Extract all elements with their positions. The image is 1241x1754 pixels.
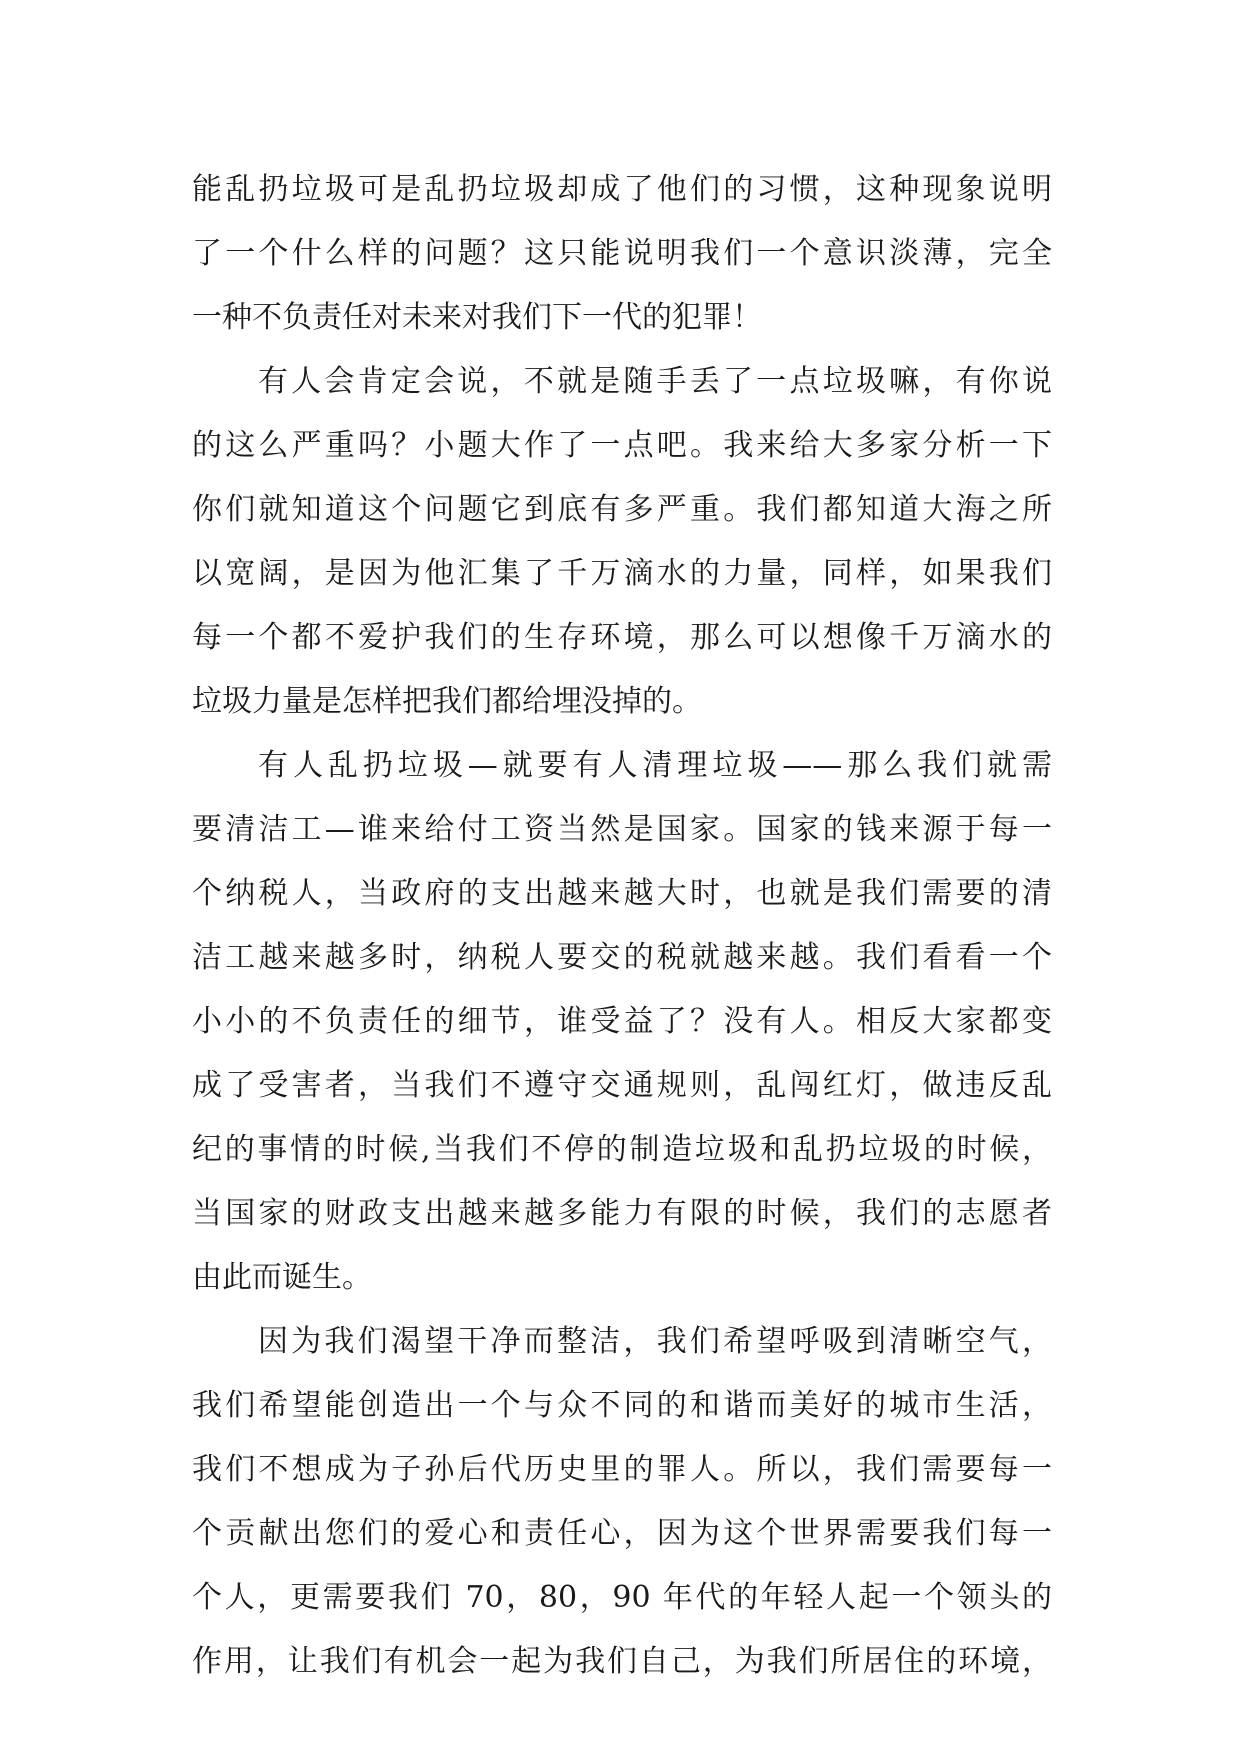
paragraph xyxy=(192,350,1052,734)
text-line: 要清洁工—谁来给付工资当然是国家。国家的钱来源于每一 xyxy=(192,812,1052,847)
text-line: 个纳税人，当政府的支出越来越大时，也就是我们需要的清 xyxy=(192,876,1052,911)
text-line: 我们希望能创造出一个与众不同的和谐而美好的城市生活， xyxy=(192,1388,1052,1423)
text-line: 有人乱扔垃圾—就要有人清理垃圾——那么我们就需 xyxy=(258,748,1052,783)
text-line: 纪的事情的时候,当我们不停的制造垃圾和乱扔垃圾的时候， xyxy=(192,1132,1052,1167)
text-line: 每一个都不爱护我们的生存环境，那么可以想像千万滴水的 xyxy=(192,620,1052,655)
text-line: 由此而诞生。 xyxy=(192,1260,372,1295)
text-line: 成了受害者，当我们不遵守交通规则，乱闯红灯，做违反乱 xyxy=(192,1068,1052,1103)
text-line: 当国家的财政支出越来越多能力有限的时候，我们的志愿者 xyxy=(192,1196,1052,1231)
text-line: 个人，更需要我们 70，80，90 年代的年轻人起一个领头的 xyxy=(192,1580,1052,1615)
text-line: 洁工越来越多时，纳税人要交的税就越来越。我们看看一个 xyxy=(192,940,1052,975)
text-line: 能乱扔垃圾可是乱扔垃圾却成了他们的习惯，这种现象说明 xyxy=(192,172,1052,207)
text-line: 个贡献出您们的爱心和责任心，因为这个世界需要我们每一 xyxy=(192,1516,1052,1551)
text-line: 以宽阔，是因为他汇集了千万滴水的力量，同样，如果我们 xyxy=(192,556,1052,591)
paragraph xyxy=(192,158,1052,350)
text-line: 作用，让我们有机会一起为我们自己，为我们所居住的环境， xyxy=(192,1644,1052,1679)
text-line: 因为我们渴望干净而整洁，我们希望呼吸到清晰空气， xyxy=(258,1324,1052,1359)
paragraph xyxy=(192,734,1052,1310)
paragraph xyxy=(192,1310,1052,1694)
text-line: 小小的不负责任的细节，谁受益了？没有人。相反大家都变 xyxy=(192,1004,1052,1039)
text-line: 的这么严重吗？小题大作了一点吧。我来给大多家分析一下 xyxy=(192,428,1052,463)
text-line: 你们就知道这个问题它到底有多严重。我们都知道大海之所 xyxy=(192,492,1052,527)
text-line: 垃圾力量是怎样把我们都给埋没掉的。 xyxy=(192,684,702,719)
text-line: 我们不想成为子孙后代历史里的罪人。所以，我们需要每一 xyxy=(192,1452,1052,1487)
body-text xyxy=(192,158,1052,1694)
text-line: 一种不负责任对未来对我们下一代的犯罪！ xyxy=(192,300,762,335)
text-line: 了一个什么样的问题？这只能说明我们一个意识淡薄，完全 xyxy=(192,236,1052,271)
text-line: 有人会肯定会说，不就是随手丢了一点垃圾嘛，有你说 xyxy=(258,364,1052,399)
